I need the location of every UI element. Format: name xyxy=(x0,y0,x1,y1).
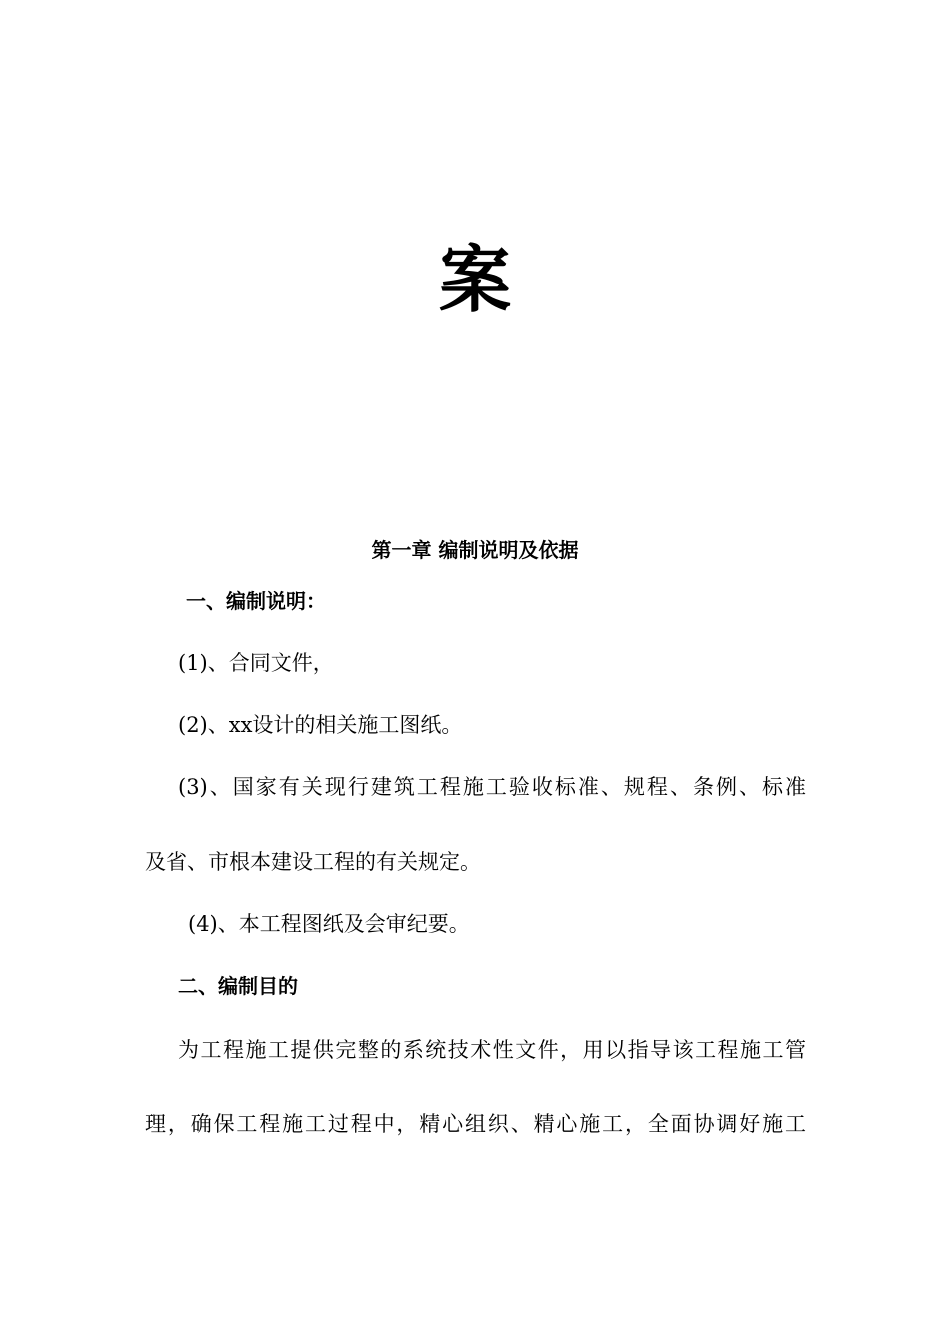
list-item: (2)、xx设计的相关施工图纸。 xyxy=(178,713,463,737)
section-heading-1: 一、编制说明： xyxy=(186,589,326,613)
paragraph-line: 为工程施工提供完整的系统技术性文件，用以指导该工程施工管 xyxy=(178,1038,806,1062)
list-item: (1)、合同文件， xyxy=(178,651,334,675)
list-item-continuation: 及省、市根本建设工程的有关规定。 xyxy=(145,850,481,874)
section-heading-2: 二、编制目的 xyxy=(178,974,298,998)
paragraph-line: 理，确保工程施工过程中，精心组织、精心施工，全面协调好施工 xyxy=(145,1112,806,1136)
cover-title: 案 xyxy=(438,238,511,322)
list-item: (3)、国家有关现行建筑工程施工验收标准、规程、条例、标准 xyxy=(178,775,806,799)
chapter-heading: 第一章 编制说明及依据 xyxy=(371,538,579,562)
list-item: (4)、本工程图纸及会审纪要。 xyxy=(188,912,470,936)
